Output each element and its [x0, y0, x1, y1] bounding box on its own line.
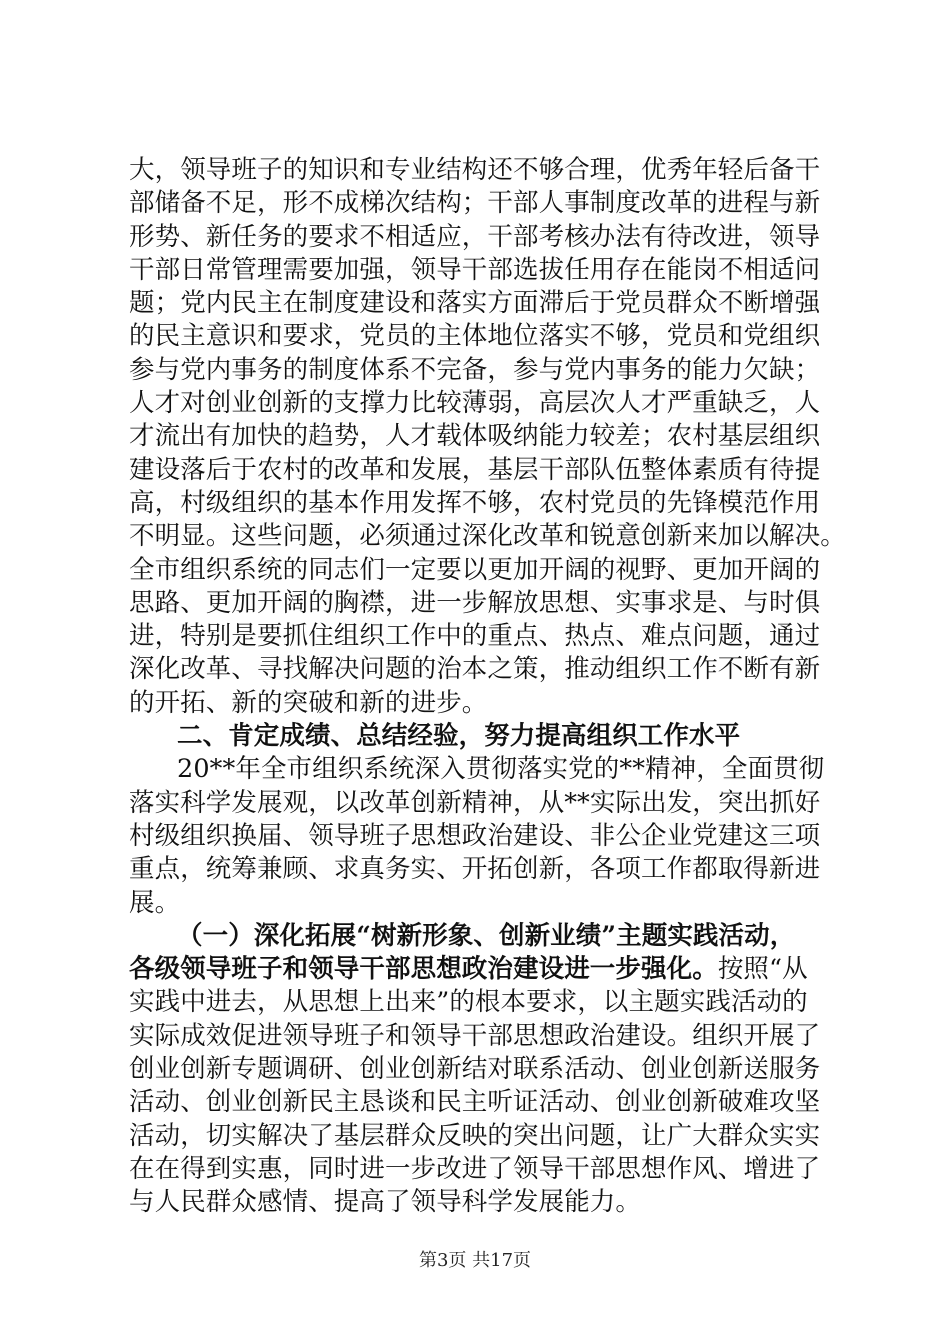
text-line: 在在得到实惠，同时进一步改进了领导干部思想作风、增进了: [129, 1153, 821, 1184]
text-line: 创业创新专题调研、创业创新结对联系活动、创业创新送服务: [129, 1054, 821, 1085]
text-line: 活动，切实解决了基层群众反映的突出问题，让广大群众实实: [129, 1120, 821, 1151]
text-line: 落实科学发展观，以改革创新精神，从**实际出发，突出抓好: [129, 787, 821, 818]
text-line: 高，村级组织的基本作用发挥不够，农村党员的先锋模范作用: [129, 487, 821, 518]
text-line: 实际成效促进领导班子和领导干部思想政治建设。组织开展了: [129, 1020, 821, 1051]
text-line: 大，领导班子的知识和专业结构还不够合理，优秀年轻后备干: [129, 155, 821, 185]
text-line: 与人民群众感情、提高了领导科学发展能力。: [129, 1187, 642, 1218]
text-line: 深化改革、寻找解决问题的治本之策，推动组织工作不断有新: [129, 654, 821, 685]
text-line: 进，特别是要抓住组织工作中的重点、热点、难点问题，通过: [129, 621, 821, 652]
text-line: 建设落后于农村的改革和发展，基层干部队伍整体素质有待提: [129, 454, 821, 485]
text-line: 形势、新任务的要求不相适应，干部考核办法有待改进，领导: [129, 221, 821, 252]
text-line: 实践中进去，从思想上出来”的根本要求，以主题实践活动的: [129, 987, 808, 1018]
text-line: [129, 953, 839, 986]
text-segment: 按照“从: [717, 954, 808, 985]
text-line: 不明显。这些问题，必须通过深化改革和锐意创新来加以解决。: [129, 521, 846, 552]
text-line: 村级组织换届、领导班子思想政治建设、非公企业党建这三项: [129, 820, 821, 851]
text-line: 全市组织系统的同志们一定要以更加开阔的视野、更加开阔的: [129, 554, 821, 585]
text-line: 重点，统筹兼顾、求真务实、开拓创新，各项工作都取得新进: [129, 854, 821, 885]
document-body: [129, 154, 846, 1220]
text-line: 展。: [129, 887, 181, 918]
text-line: 的民主意识和要求，党员的主体地位落实不够，党员和党组织: [129, 321, 821, 352]
text-line: 才流出有加快的趋势，人才载体吸纳能力较差；农村基层组织: [129, 421, 821, 452]
section-heading: 二、肯定成绩、总结经验，努力提高组织工作水平: [177, 721, 741, 752]
text-line: 活动、创业创新民主恳谈和民主听证活动、创业创新破难攻坚: [129, 1087, 821, 1118]
text-line: 参与党内事务的制度体系不完备，参与党内事务的能力欠缺；: [129, 354, 821, 385]
text-line: 思路、更加开阔的胸襟，进一步解放思想、实事求是、与时俱: [129, 587, 821, 618]
text-line: 人才对创业创新的支撑力比较薄弱，高层次人才严重缺乏，人: [129, 388, 821, 419]
text-line: 题；党内民主在制度建设和落实方面滞后于党员群众不断增强: [129, 288, 821, 319]
subsection-title: （一）深化拓展“树新形象、创新业绩”主题实践活动，: [177, 920, 796, 951]
subsection-title-continued: 各级领导班子和领导干部思想政治建设进一步强化。: [129, 954, 718, 985]
page-footer: 第3页 共17页: [418, 1250, 532, 1271]
text-line: 部储备不足，形不成梯次结构；干部人事制度改革的进程与新: [129, 188, 821, 219]
text-line: 干部日常管理需要加强，领导干部选拔任用存在能岗不相适问: [129, 254, 821, 285]
text-line: 的开拓、新的突破和新的进步。: [129, 687, 488, 718]
text-line: 20**年全市组织系统深入贯彻落实党的**精神，全面贯彻: [177, 754, 825, 785]
